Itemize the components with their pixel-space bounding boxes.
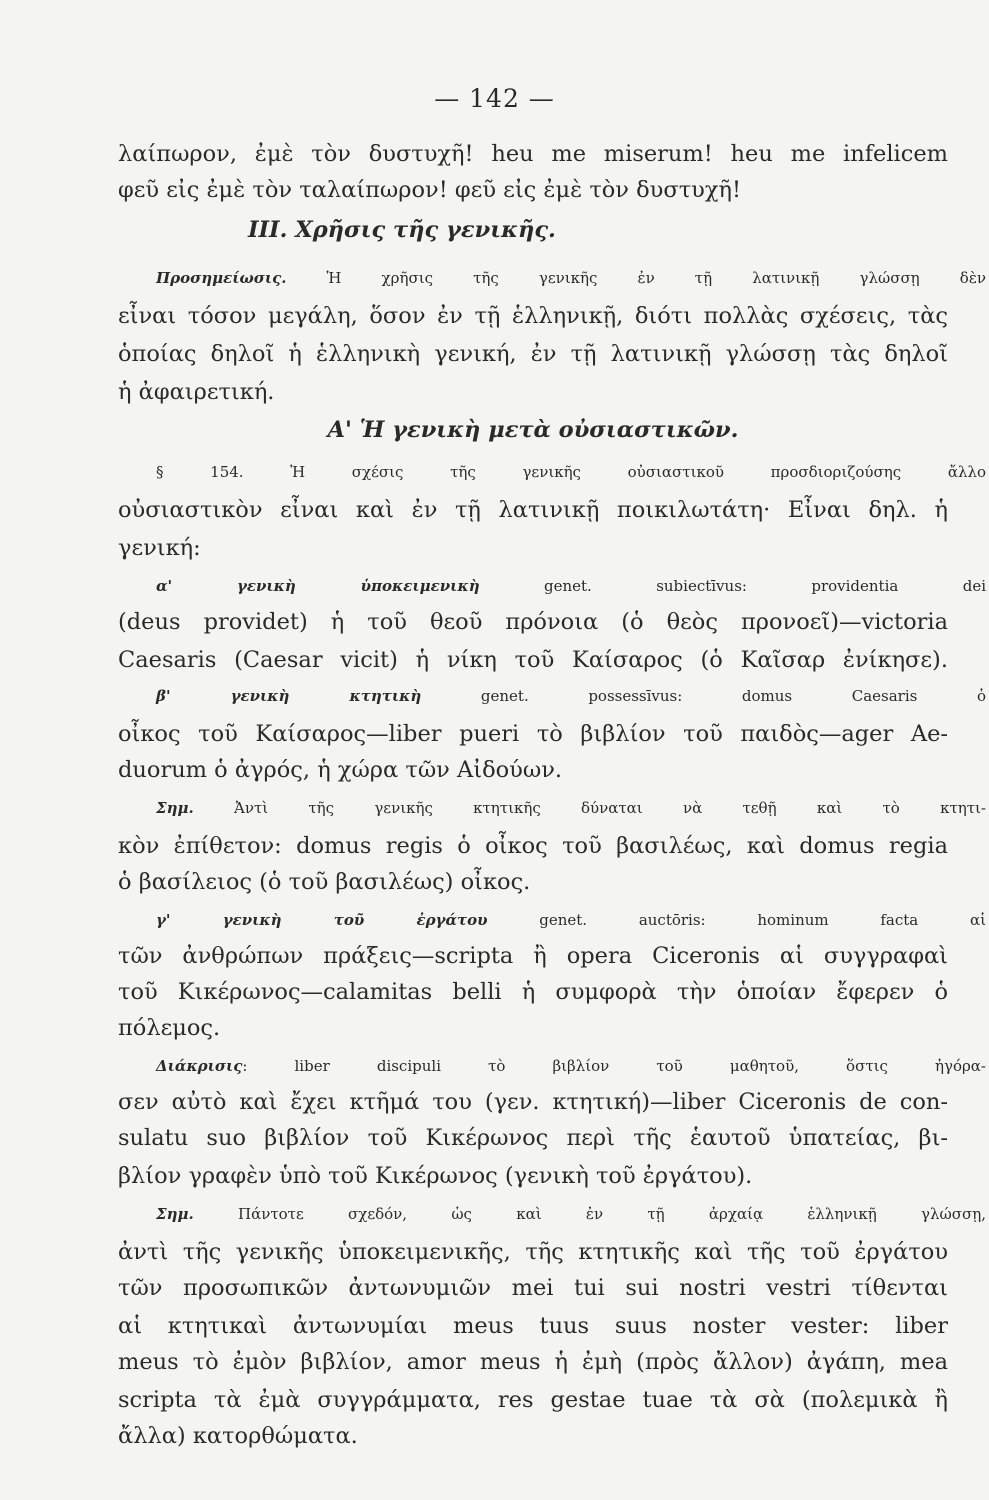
text-line: οὐσιαστικὸν εἶναι καὶ ἐν τῇ λατινικῇ ποικιλωτάτη· Εἶναι δηλ. ἡ (118, 497, 948, 523)
text-line: φεῦ εἰς ἐμὲ τὸν ταλαίπωρον! φεῦ εἰς ἐμὲ τὸν δυστυχῆ! (118, 177, 742, 203)
text-line: αἱ κτητικαὶ ἀντωνυμίαι meus tuus suus noster vester: liber (118, 1313, 948, 1339)
page-number: — 142 — (434, 84, 555, 113)
note-label: Προσημείωσις. (156, 269, 287, 287)
text-line: οἶκος τοῦ Καίσαρος—liber pueri τὸ βιβλίον τοῦ παιδὸς—ager Ae- (118, 721, 948, 747)
text-line: τῶν προσωπικῶν ἀντωνυμιῶν mei tui sui nostri vestri τίθενται (118, 1275, 948, 1301)
text-line: β' γενικὴ κτητικὴ genet. possessīvus: domus Caesaris ὁ (156, 687, 986, 705)
subsection-heading: Α' Ἡ γενικὴ μετὰ οὐσιαστικῶν. (327, 417, 739, 443)
text-line: τοῦ Κικέρωνος—calamitas belli ἡ συμφορὰ τὴν ὁποίαν ἔφερεν ὁ (118, 979, 948, 1005)
text-line: (deus providet) ἡ τοῦ θεοῦ πρόνοια (ὁ θεὸς προνοεῖ)—victoria (118, 609, 948, 635)
section-heading: III. Χρῆσις τῆς γενικῆς. (248, 217, 556, 243)
text-line: sulatu suo βιβλίον τοῦ Κικέρωνος περὶ τῆς ἑαυτοῦ ὑπατείας, βι- (118, 1125, 948, 1151)
text-line: ἡ ἀφαιρετική. (118, 379, 275, 405)
text-line: meus τὸ ἐμὸν βιβλίον, amor meus ἡ ἐμὴ (πρὸς ἄλλον) ἀγάπη, mea (118, 1349, 948, 1375)
term-label: α' γενικὴ ὑποκειμενικὴ (156, 577, 480, 595)
text-line: πόλεμος. (118, 1015, 221, 1041)
text-line: γενική: (118, 535, 201, 561)
text-line: ἀντὶ τῆς γενικῆς ὑποκειμενικῆς, τῆς κτητικῆς καὶ τῆς τοῦ ἐργάτου (118, 1239, 948, 1265)
text-line: Caesaris (Caesar vicit) ἡ νίκη τοῦ Καίσαρος (ὁ Καῖσαρ ἐνίκησε). (118, 647, 948, 673)
text-line: λαίπωρον, ἐμὲ τὸν δυστυχῆ! heu me miserum! heu me infelicem (118, 141, 948, 167)
text-line: § 154. Ἡ σχέσις τῆς γενικῆς οὐσιαστικοῦ προσδιοριζούσης ἄλλο (156, 463, 986, 481)
text-line: Διάκρισις: liber discipuli τὸ βιβλίον τοῦ μαθητοῦ, ὅστις ἠγόρα- (156, 1057, 986, 1075)
text-line: τῶν ἀνθρώπων πράξεις—scripta ἢ opera Ciceronis αἱ συγγραφαὶ (118, 943, 948, 969)
note-label: Σημ. (156, 799, 194, 817)
term-label: γ' γενικὴ τοῦ ἐργάτου (156, 911, 488, 929)
text-line: α' γενικὴ ὑποκειμενικὴ genet. subiectīvus: providentia dei (156, 577, 986, 595)
text-line: σεν αὐτὸ καὶ ἔχει κτῆμά του (γεν. κτητική)—liber Ciceronis de con- (118, 1089, 948, 1115)
text-line: ὁ βασίλειος (ὁ τοῦ βασιλέως) οἶκος. (118, 869, 531, 895)
text-line: γ' γενικὴ τοῦ ἐργάτου genet. auctōris: hominum facta αἱ (156, 911, 986, 929)
text-line: βλίον γραφὲν ὑπὸ τοῦ Κικέρωνος (γενικὴ τοῦ ἐργάτου). (118, 1163, 753, 1189)
text-line: κὸν ἐπίθετον: domus regis ὁ οἶκος τοῦ βασιλέως, καὶ domus regia (118, 833, 948, 859)
text-line: ἄλλα) κατορθώματα. (118, 1423, 358, 1449)
text-line: scripta τὰ ἐμὰ συγγράμματα, res gestae tuae τὰ σὰ (πολεμικὰ ἢ (118, 1387, 948, 1413)
note-label: Σημ. (156, 1205, 194, 1223)
text-line: duorum ὁ ἀγρός, ἡ χώρα τῶν Αἰδούων. (118, 757, 563, 783)
text-line: ὁποίας δηλοῖ ἡ ἑλληνικὴ γενική, ἐν τῇ λατινικῇ γλώσσῃ τὰς δηλοῖ (118, 341, 948, 367)
term-label: β' γενικὴ κτητικὴ (156, 687, 422, 705)
note-label: Διάκρισις (156, 1057, 243, 1075)
text-line: Σημ. Ἀντὶ τῆς γενικῆς κτητικῆς δύναται νὰ τεθῇ καὶ τὸ κτητι- (156, 799, 986, 817)
text-line: Σημ. Πάντοτε σχεδόν, ὡς καὶ ἐν τῇ ἀρχαίᾳ ἑλληνικῇ γλώσσῃ, (156, 1205, 986, 1223)
text-line: εἶναι τόσον μεγάλη, ὅσον ἐν τῇ ἑλληνικῇ, διότι πολλὰς σχέσεις, τὰς (118, 303, 948, 329)
text-line: Προσημείωσις. Ἡ χρῆσις τῆς γενικῆς ἐν τῇ λατινικῇ γλώσσῃ δὲν (156, 269, 986, 287)
